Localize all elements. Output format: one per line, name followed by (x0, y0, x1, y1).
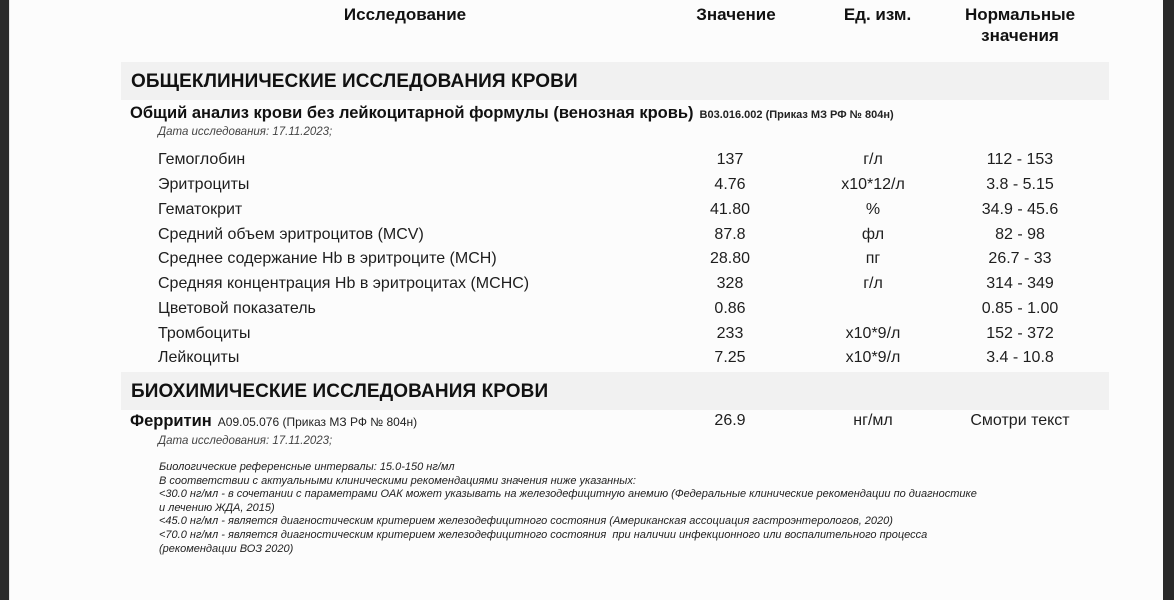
row-unit: нг/мл (853, 412, 893, 429)
section-header-clinical (121, 62, 1109, 100)
row-value: 7.25 (714, 349, 746, 366)
row-value: 26.9 (714, 412, 746, 429)
row-norm: 82 - 98 (995, 226, 1045, 243)
row-unit: пг (865, 250, 881, 267)
row-name: Средний объем эритроцитов (MCV) (158, 226, 424, 243)
test-date: Дата исследования: 17.11.2023; (158, 435, 333, 447)
row-name: Средняя концентрация Hb в эритроцитах (MCHC) (158, 275, 530, 292)
column-header-norm (950, 4, 1090, 46)
note-line: <70.0 нг/мл - является диагностическим критерием железодефицитного состояния при наличии инфекционного или воспалительного процесса (159, 528, 928, 541)
row-unit: фл (861, 226, 885, 243)
test-name: Общий анализ крови без лейкоцитарной формулы (венозная кровь) (130, 104, 694, 122)
table-row (10, 176, 1164, 200)
row-norm: 152 - 372 (986, 325, 1054, 342)
row-unit: x10*9/л (845, 325, 901, 342)
row-value: 87.8 (714, 226, 746, 243)
section-title: ОБЩЕКЛИНИЧЕСКИЕ ИССЛЕДОВАНИЯ КРОВИ (131, 71, 578, 92)
test-code: B03.016.002 (Приказ МЗ РФ № 804н) (699, 109, 894, 121)
row-name: Цветовой показатель (158, 300, 316, 317)
table-row (10, 201, 1164, 225)
row-norm: 26.7 - 33 (988, 250, 1052, 267)
row-value: 4.76 (714, 176, 746, 193)
note-line: Биологические референсные интервалы: 15.0-150 нг/мл (159, 461, 455, 473)
test-title-cbc (130, 104, 894, 123)
note-line: <30.0 нг/мл - в сочетании с параметрами ОАК может указывать на железодефицитную анемию (Федеральные клинические рекомендации по диагностике (159, 488, 977, 501)
viewer-edge (1163, 0, 1174, 600)
row-name: Среднее содержание Hb в эритроците (MCH) (158, 250, 497, 267)
ferritin-notes (159, 461, 1109, 556)
table-row (10, 325, 1164, 349)
section-header-biochem (121, 372, 1109, 410)
row-name: Лейкоциты (158, 349, 240, 366)
column-header-norm-line2: значения (981, 26, 1059, 45)
row-value: 137 (716, 151, 744, 168)
row-value: 0.86 (714, 300, 746, 317)
row-norm: 3.4 - 10.8 (986, 349, 1054, 366)
section-title: БИОХИМИЧЕСКИЕ ИССЛЕДОВАНИЯ КРОВИ (131, 381, 549, 402)
row-name: Эритроциты (158, 176, 250, 193)
row-name: Гематокрит (158, 201, 243, 218)
column-header-unit: Ед. изм. (843, 5, 912, 24)
table-row (10, 151, 1164, 175)
test-date: Дата исследования: 17.11.2023; (158, 126, 333, 138)
row-name: Тромбоциты (158, 325, 251, 342)
table-row (10, 250, 1164, 274)
table-row (10, 275, 1164, 299)
note-line: и лечению ЖДА, 2015) (159, 501, 275, 514)
row-value: 328 (716, 275, 744, 292)
test-name: Ферритин (130, 412, 212, 430)
note-line: (рекомендации ВОЗ 2020) (159, 542, 294, 555)
row-unit: % (865, 201, 881, 218)
test-code: A09.05.076 (Приказ МЗ РФ № 804н) (217, 415, 418, 429)
row-norm: 3.8 - 5.15 (986, 176, 1054, 193)
row-unit: x10*9/л (845, 349, 901, 366)
row-unit: x10*12/л (841, 176, 905, 193)
row-value: 41.80 (709, 201, 751, 218)
table-row (10, 300, 1164, 324)
row-norm: Смотри текст (970, 412, 1070, 429)
row-value: 28.80 (709, 250, 751, 267)
row-value: 233 (716, 325, 744, 342)
column-header-study: Исследование (343, 5, 467, 24)
row-norm: 34.9 - 45.6 (981, 201, 1059, 218)
row-unit: г/л (863, 275, 883, 292)
note-line: В соответствии с актуальными клиническими рекомендациями значения ниже указанных: (159, 474, 636, 487)
lab-report-page (9, 0, 1164, 600)
row-norm: 0.85 - 1.00 (981, 300, 1059, 317)
table-row (10, 226, 1164, 250)
note-line: <45.0 нг/мл - является диагностическим критерием железодефицитного состояния (Американская ассоциация гастроэнтерологов, 2020) (159, 515, 893, 528)
column-header-norm-line1: Нормальные (964, 5, 1076, 24)
table-row-ferritin (10, 412, 1164, 436)
table-row (10, 349, 1164, 373)
column-header-value: Значение (696, 5, 776, 24)
row-name: Гемоглобин (158, 151, 246, 168)
row-unit: г/л (863, 151, 883, 168)
row-norm: 314 - 349 (986, 275, 1054, 292)
row-norm: 112 - 153 (986, 151, 1054, 168)
